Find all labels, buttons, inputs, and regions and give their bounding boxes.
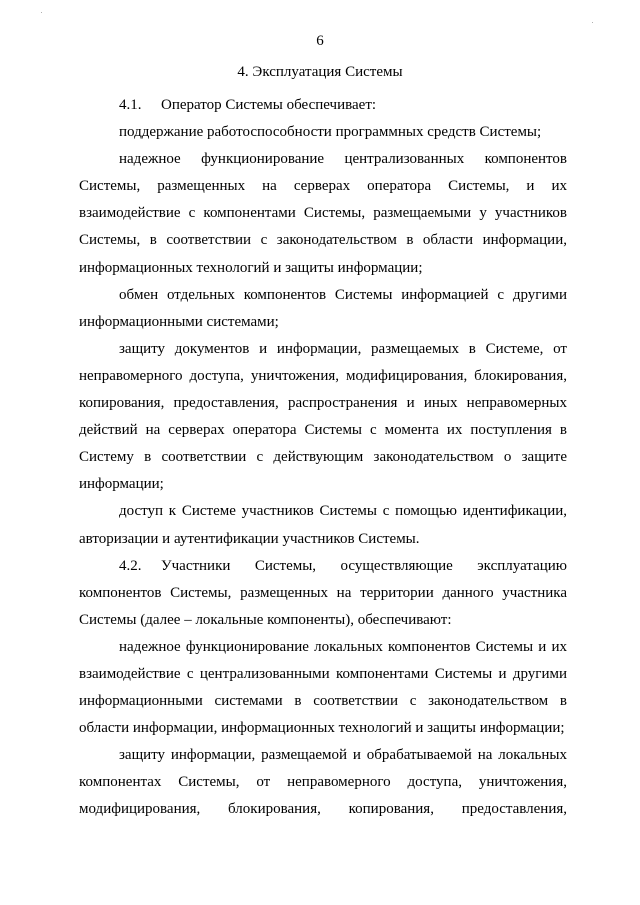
- clause-4-2-heading: [79, 553, 567, 634]
- clause-intro: Участники Системы, осуществляющие эксплуатацию компонентов Системы, размещенных на территории данного участника Системы (далее – локальные компоненты), обеспечивают:: [79, 557, 567, 628]
- clause-4-2-item-2: защиту информации, размещаемой и обрабатываемой на локальных компонентах Системы, от неправомерного доступа, уничтожения, модифицирования, блокирования, копирования, предоставления,: [79, 747, 567, 818]
- scan-speck: [41, 12, 42, 13]
- page-number: 6: [316, 33, 324, 49]
- clause-4-1-item-2: надежное функционирование централизованных компонентов Системы, размещенных на серверах оператора Системы, и их взаимодействие с компонентами Системы, размещаемыми у участников Системы, в соответствии с законодательством в области информации, информационных технологий и защиты информации;: [79, 151, 567, 276]
- scan-speck: [592, 22, 593, 23]
- clause-4-1-item-5: доступ к Системе участников Системы с помощью идентификации, авторизации и аутентификации участников Системы.: [79, 503, 567, 547]
- clause-4-1-item-1: поддержание работоспособности программных средств Системы;: [119, 124, 542, 141]
- clause-4-1-heading: [79, 92, 567, 119]
- clause-4-1-item-4: защиту документов и информации, размещаемых в Системе, от неправомерного доступа, уничтожения, модифицирования, блокирования, копирования, предоставления, распространения и иных неправомерных действий на серверах оператора Системы с момента их поступления в Систему в соответствии с действующим законодательством о защите информации;: [79, 340, 567, 493]
- clause-4-2-item-1: надежное функционирование локальных компонентов Системы и их взаимодействие с централизованными компонентами Системы и другими информационными системами в соответствии с законодательством в области информации, информационных технологий и защиты информации;: [79, 638, 567, 737]
- document-body: [79, 92, 567, 824]
- clause-number: 4.2.: [119, 557, 142, 574]
- clause-intro: Оператор Системы обеспечивает:: [161, 97, 377, 113]
- clause-4-1-item-3: обмен отдельных компонентов Системы информацией с другими информационными системами;: [79, 286, 567, 330]
- clause-number: 4.1.: [119, 97, 142, 113]
- section-title: 4. Эксплуатация Системы: [237, 64, 403, 80]
